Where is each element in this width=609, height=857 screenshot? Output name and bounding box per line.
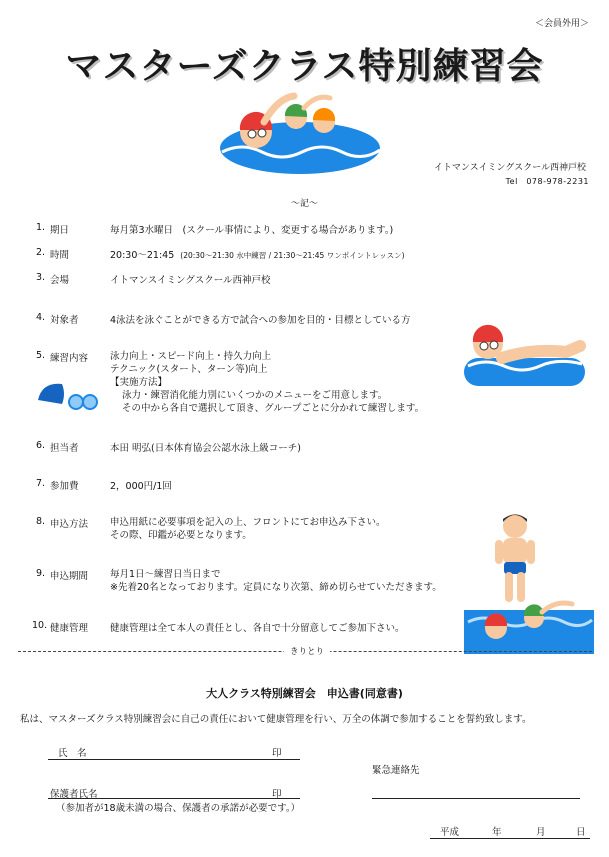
content-line: その中から各自で選択して頂き、グループごとに分かれて練習します。 bbox=[122, 403, 425, 414]
pool-swimmers-illustration bbox=[464, 598, 594, 654]
guardian-note: （参加者が18歳未満の場合、保護者の承諾が必要です。） bbox=[56, 803, 301, 814]
item-label: 申込期間 bbox=[50, 571, 89, 582]
name-input-line[interactable] bbox=[48, 759, 300, 760]
form-title: 大人クラス特別練習会 申込書(同意書) bbox=[206, 687, 403, 700]
item-label: 申込方法 bbox=[50, 519, 89, 530]
item-number: 1. bbox=[36, 222, 46, 233]
item-label: 会場 bbox=[50, 275, 70, 286]
item-value: 本田 明弘(日本体育協会公認水泳上級コーチ) bbox=[110, 443, 301, 454]
content-line: 泳力・練習消化能力別にいくつかのメニューをご用意します。 bbox=[122, 390, 388, 401]
item-value: 毎月第3水曜日 (スクール事情により、変更する場合があります。) bbox=[110, 225, 394, 236]
method-line: その際、印鑑が必要となります。 bbox=[110, 530, 252, 541]
content-line: 泳力向上・スピード向上・持久力向上 bbox=[110, 351, 272, 362]
period-line: 毎月1日～練習日当日まで bbox=[110, 569, 221, 580]
item-number: 2. bbox=[36, 247, 46, 258]
item-value: 4泳法を泳ぐことができる方で試合への参加を目的・目標としている方 bbox=[110, 315, 411, 326]
consent-text: 私は、マスターズクラス特別練習会に自己の責任において健康管理を行い、万全の体調で参加することを誓約致します。 bbox=[20, 714, 532, 725]
item-label: 練習内容 bbox=[50, 353, 89, 364]
name-label: 氏 名 bbox=[58, 748, 87, 759]
emergency-input-line[interactable] bbox=[372, 798, 580, 799]
item-value bbox=[110, 516, 386, 542]
item-number: 5. bbox=[36, 350, 46, 361]
item-number: 7. bbox=[36, 478, 46, 489]
time-range: 20:30～21:45 bbox=[110, 250, 175, 261]
item-label: 時間 bbox=[50, 250, 70, 261]
date-input-line[interactable] bbox=[430, 838, 590, 839]
item-value bbox=[110, 247, 405, 261]
item-number: 4. bbox=[36, 312, 46, 323]
page-title: マスターズクラス特別練習会 bbox=[65, 46, 544, 87]
guardian-input-line[interactable] bbox=[48, 798, 300, 799]
swimmers-illustration bbox=[212, 92, 382, 182]
cut-label: きりとり bbox=[284, 645, 330, 657]
item-label: 対象者 bbox=[50, 315, 79, 326]
ki-heading: ～記～ bbox=[290, 199, 318, 209]
item-number: 3. bbox=[36, 272, 46, 283]
date-month: 月 bbox=[536, 827, 546, 838]
content-line: テクニック(スタート、ターン等)向上 bbox=[110, 364, 268, 375]
swimmer-illustration bbox=[462, 318, 587, 390]
guardian-seal: 印 bbox=[272, 789, 282, 800]
date-day: 日 bbox=[576, 827, 586, 838]
item-label: 健康管理 bbox=[50, 623, 89, 634]
item-value: 2，000円/1回 bbox=[110, 481, 172, 492]
school-name: イトマンスイミングスクール西神戸校 bbox=[433, 163, 586, 173]
emergency-contact-label: 緊急連絡先 bbox=[372, 765, 420, 776]
method-line: 申込用紙に必要事項を記入の上、フロントにてお申込み下さい。 bbox=[110, 517, 386, 528]
item-number: 6. bbox=[36, 440, 46, 451]
item-label: 期日 bbox=[50, 225, 70, 236]
guardian-name-label: 保護者氏名 bbox=[50, 789, 98, 800]
time-detail: (20:30～21:30 水中練習 / 21:30～21:45 ワンポイントレッスン) bbox=[180, 251, 405, 260]
item-label: 担当者 bbox=[50, 443, 79, 454]
item-value bbox=[110, 568, 442, 594]
item-value: イトマンスイミングスクール西神戸校 bbox=[110, 275, 271, 286]
item-number: 10. bbox=[32, 620, 48, 631]
date-era: 平成 bbox=[440, 827, 460, 838]
content-line: 【実施方法】 bbox=[110, 377, 168, 388]
date-year: 年 bbox=[492, 827, 502, 838]
item-value: 健康管理は全て本人の責任とし、各自で十分留意してご参加下さい。 bbox=[110, 623, 405, 634]
period-line: ※先着20名となっております。定員になり次第、締め切らせていただきます。 bbox=[110, 582, 442, 593]
school-tel: Tel 078-978-2231 bbox=[505, 177, 589, 186]
item-label: 参加費 bbox=[50, 481, 79, 492]
goggles-cap-illustration bbox=[36, 380, 98, 414]
item-number: 9. bbox=[36, 568, 46, 579]
non-member-note: ＜会員外用＞ bbox=[534, 19, 589, 29]
item-value bbox=[110, 350, 424, 415]
name-seal: 印 bbox=[272, 748, 282, 759]
item-number: 8. bbox=[36, 516, 46, 527]
standing-swimmer-illustration bbox=[490, 510, 540, 606]
